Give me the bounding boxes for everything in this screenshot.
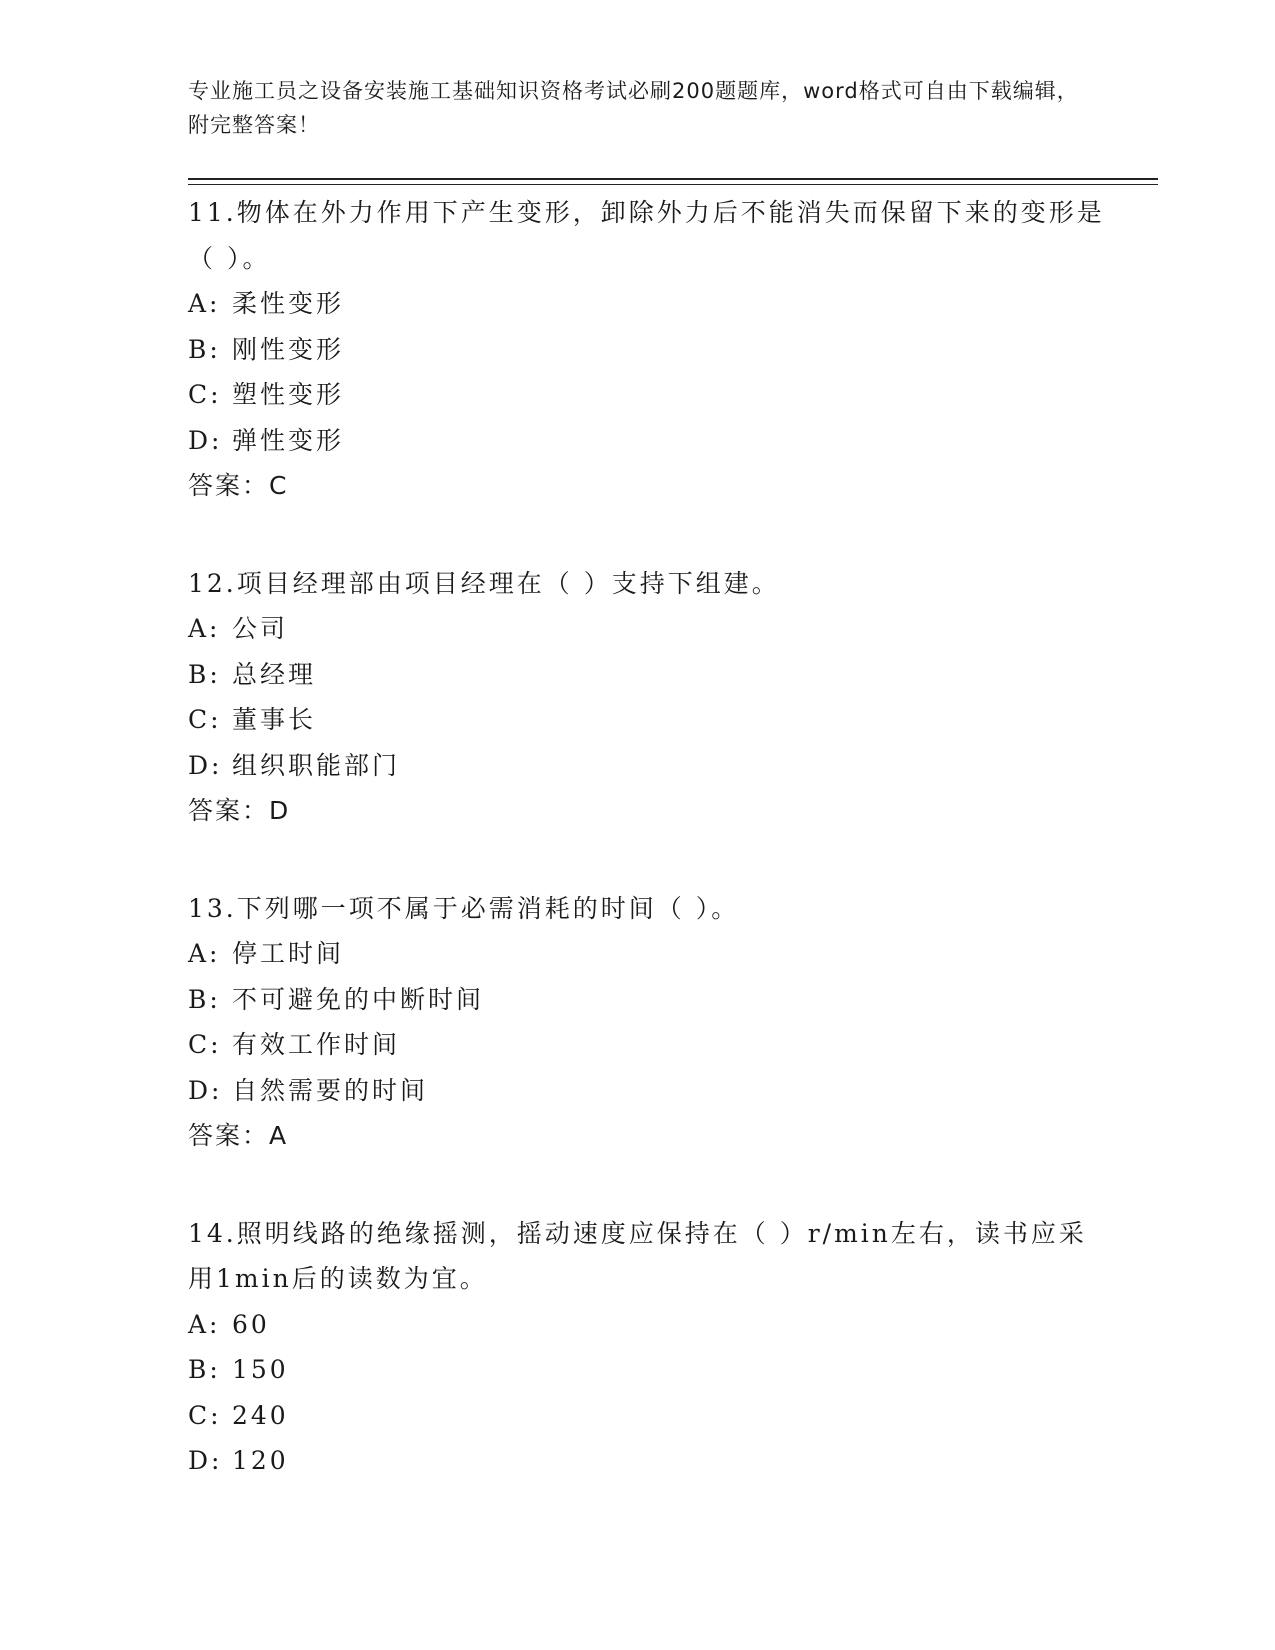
question-stem: 12.项目经理部由项目经理在（ ）支持下组建。 bbox=[188, 568, 780, 598]
option-letter: C: bbox=[188, 1030, 222, 1059]
answer-line: 答案：A bbox=[188, 1121, 289, 1150]
option-c bbox=[188, 697, 1108, 743]
option-a bbox=[188, 606, 1108, 652]
option-text: 150 bbox=[232, 1355, 289, 1384]
option-d bbox=[188, 1438, 1108, 1484]
question-14 bbox=[188, 1211, 1108, 1484]
option-text: 塑性变形 bbox=[232, 380, 345, 409]
option-letter: D: bbox=[188, 425, 223, 455]
option-c bbox=[188, 1393, 1108, 1439]
option-letter: D: bbox=[188, 750, 223, 780]
option-text: 不可避免的中断时间 bbox=[232, 984, 485, 1014]
option-letter: C: bbox=[188, 705, 222, 734]
option-text: 柔性变形 bbox=[232, 289, 345, 318]
option-letter: A: bbox=[188, 614, 221, 643]
option-letter: B: bbox=[188, 334, 221, 364]
option-text: 有效工作时间 bbox=[232, 1030, 401, 1059]
question-stem: 14.照明线路的绝缘摇测，摇动速度应保持在（ ）r/min左右，读书应采用1min后的读数为宜。 bbox=[188, 1218, 1087, 1293]
answer-line: 答案：C bbox=[188, 471, 289, 500]
answer-line: 答案：D bbox=[188, 796, 291, 825]
option-letter: A: bbox=[188, 939, 221, 968]
option-d bbox=[188, 418, 1108, 464]
option-a bbox=[188, 281, 1108, 327]
option-letter: A: bbox=[188, 289, 221, 318]
option-letter: C: bbox=[188, 380, 222, 409]
option-text: 240 bbox=[232, 1400, 289, 1430]
option-letter: B: bbox=[188, 984, 221, 1014]
option-text: 弹性变形 bbox=[232, 425, 345, 455]
option-letter: D: bbox=[188, 1446, 223, 1475]
question-11 bbox=[188, 190, 1108, 509]
option-c bbox=[188, 372, 1108, 418]
option-text: 总经理 bbox=[232, 659, 317, 689]
option-letter: B: bbox=[188, 1355, 221, 1384]
option-text: 自然需要的时间 bbox=[232, 1075, 429, 1105]
option-text: 60 bbox=[232, 1309, 270, 1339]
option-letter: B: bbox=[188, 659, 221, 689]
header-rule-thin bbox=[188, 184, 1158, 185]
option-b bbox=[188, 977, 1108, 1023]
option-b bbox=[188, 652, 1108, 698]
option-letter: A: bbox=[188, 1309, 221, 1339]
option-text: 组织职能部门 bbox=[232, 750, 401, 780]
question-stem: 13.下列哪一项不属于必需消耗的时间（ ）。 bbox=[188, 893, 740, 923]
option-letter: D: bbox=[188, 1075, 223, 1105]
option-b bbox=[188, 327, 1108, 373]
question-list bbox=[188, 190, 1108, 1536]
option-d bbox=[188, 1068, 1108, 1114]
option-text: 120 bbox=[232, 1446, 289, 1475]
option-d bbox=[188, 743, 1108, 789]
option-c bbox=[188, 1022, 1108, 1068]
option-a bbox=[188, 931, 1108, 977]
option-b bbox=[188, 1347, 1108, 1393]
option-text: 公司 bbox=[232, 614, 289, 643]
question-stem: 11.物体在外力作用下产生变形，卸除外力后不能消失而保留下来的变形是（ ）。 bbox=[188, 198, 1105, 273]
document-header: 专业施工员之设备安装施工基础知识资格考试必刷200题题库，word格式可自由下载编辑，附完整答案！ bbox=[188, 79, 1079, 137]
option-text: 董事长 bbox=[232, 705, 317, 734]
option-text: 刚性变形 bbox=[232, 334, 345, 364]
header-rule-thick bbox=[188, 178, 1158, 180]
option-letter: C: bbox=[188, 1400, 222, 1430]
question-13 bbox=[188, 886, 1108, 1159]
option-text: 停工时间 bbox=[232, 939, 345, 968]
option-a bbox=[188, 1302, 1108, 1348]
question-12 bbox=[188, 561, 1108, 834]
